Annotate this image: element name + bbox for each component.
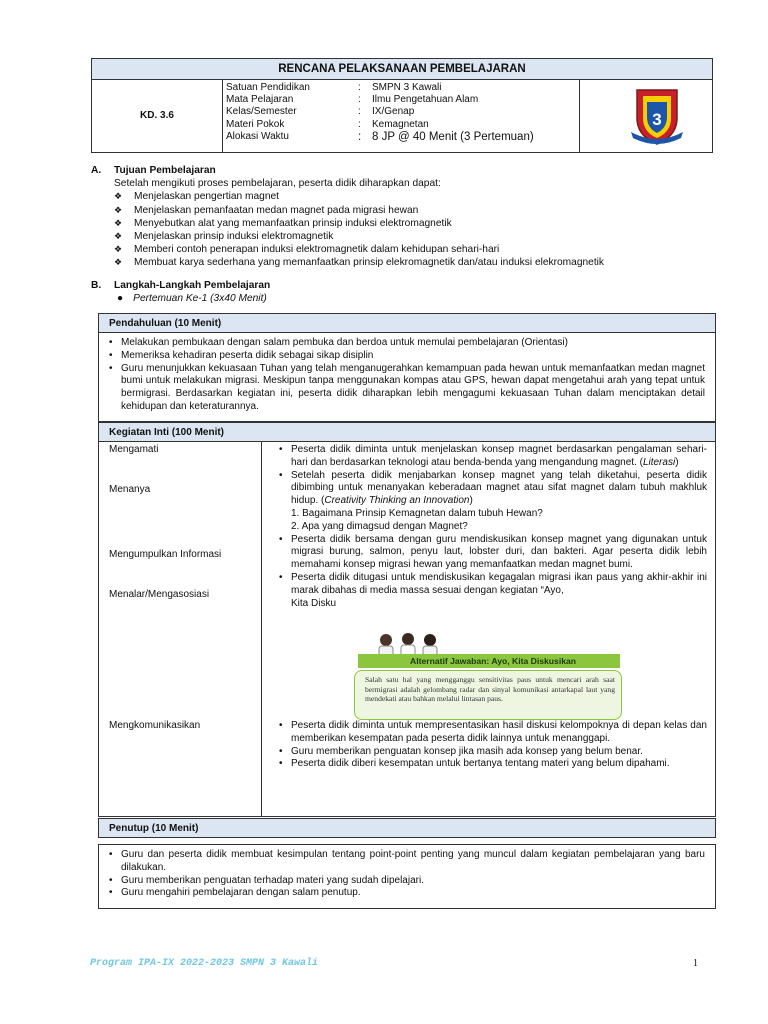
mengkomunikasikan-item: • Guru memberikan penguatan konsep jika masih ada konsep yang belum benar.: [279, 746, 707, 759]
menanya-item: • Setelah peserta didik menjabarkan konsep magnet yang telah diketahui, peserta didik dibimbing untuk menanyakan keberadaan magnet atau sifat magnet dalam tubuh makhluk hidup. (Creativity Thinking an Innovation) 1. Bagaimana Prinsip Kemagnetan dalam tubuh Hewan? 2. Apa yang dimagsud dengan Magnet?: [279, 470, 707, 534]
info-value: Ilmu Pengetahuan Alam: [372, 94, 479, 106]
stage-label: Menalar/Mengasosiasi: [109, 589, 210, 600]
stage-label: Mengamati: [109, 444, 159, 455]
list-item: • Memeriksa kehadiran peserta didik sebagai sikap disiplin: [109, 350, 705, 363]
school-logo-icon: [627, 84, 687, 148]
list-item: ❖ Membuat karya sederhana yang memanfaatkan prinsip elekromagnetik dan/atau induksi elekromagnetik: [114, 256, 711, 269]
info-value: SMPN 3 Kawali: [372, 82, 442, 93]
info-key: Materi Pokok: [226, 118, 285, 130]
objectives-list: [114, 190, 711, 269]
meeting-label: Pertemuan Ke-1 (3x40 Menit): [133, 293, 267, 305]
header-info-row: [91, 79, 713, 153]
image-banner: Alternatif Jawaban: Ayo, Kita Diskusikan: [358, 654, 620, 668]
svg-text:3: 3: [652, 110, 662, 129]
list-item: ❖ Menyebutkan alat yang memanfaatkan prinsip induksi elektromagnetik: [114, 217, 711, 230]
question-2: 2. Apa yang dimagsud dengan Magnet?: [291, 520, 468, 532]
mengumpulkan-item: • Peserta didik bersama dengan guru mendiskusikan konsep magnet yang digunakan untuk migrasi burung, salmon, penyu laut, lobster duri, dan bakteri. Agar peserta didik lebih memahami konsep migrasi hewan yang memanfaatkan medan magnet bumi.: [279, 534, 707, 572]
alternatif-jawaban-image: [346, 630, 622, 752]
stage-label: Menanya: [109, 484, 151, 495]
list-item: ❖ Menjelaskan prinsip induksi elektromagnetik: [114, 230, 711, 243]
info-value: 8 JP @ 40 Menit (3 Pertemuan): [372, 130, 534, 143]
penutup-body: [98, 844, 716, 909]
document-title: RENCANA PELAKSANAAN PEMBELAJARAN: [91, 58, 713, 80]
kegiatan-inti-header: Kegiatan Inti (100 Menit): [98, 422, 716, 442]
section-a: A. Tujuan Pembelajaran Setelah mengikuti proses pembelajaran, peserta didik diharapkan dapat: ❖ Menjelaskan pengertian magnet ❖ Menjelaskan pemanfaatan medan magnet pada migrasi hewan ❖ Menyebutkan alat yang memanfaatkan prinsip induksi elektromagnetik ❖ Menjelaskan prinsip induksi elektromagnetik ❖ Memberi contoh penerapan induksi elektromagnetik dalam kehidupan sehari-hari ❖ Membuat karya sederhana yang memanfaatkan prinsip elekromagnetik dan/atau induksi elekromagnetik: [91, 164, 711, 270]
list-item: ❖ Menjelaskan pemanfaatan medan magnet pada migrasi hewan: [114, 204, 711, 217]
info-key: Satuan Pendidikan: [226, 82, 310, 93]
info-value: Kemagnetan: [372, 118, 429, 130]
mengkomunikasikan-item: • Peserta didik diberi kesempatan untuk bertanya tentang materi yang belum dipahami.: [279, 758, 707, 771]
mengamati-item: • Peserta didik diminta untuk menjelaskan konsep magnet berdasarkan pengalaman sehari-hari dan berdasarkan teknologi atau benda-benda yang mengandung magnet. (Literasi): [279, 444, 707, 470]
list-item: • Melakukan pembukaan dengan salam pembuka dan berdoa untuk memulai pembelajaran (Orientasi): [109, 337, 705, 350]
pendahuluan-body: [98, 333, 716, 422]
menalar-item: • Peserta didik ditugasi untuk mendiskusikan kegagalan migrasi ikan paus yang akhir-akhir ini marak dibahas di media massa sesuai dengan kegiatan “Ayo, Kita Disku: [279, 572, 707, 610]
mengkomunikasikan-item: • Peserta didik diminta untuk mempresentasikan hasil diskusi kelompoknya di depan kelas dan memberikan kesempatan pada peserta didik lainnya untuk menanggapi.: [279, 720, 707, 746]
section-b-title: Langkah-Langkah Pembelajaran: [114, 280, 271, 291]
info-value: IX/Genap: [372, 106, 415, 118]
header-info: Satuan Pendidikan : SMPN 3 Kawali Mata Pelajaran : Ilmu Pengetahuan Alam Kelas/Semester : IX/Genap Materi Pokok : Kemagnetan Alokasi Waktu : 8 JP @ 40 Menit (3 Pertemuan): [226, 82, 534, 143]
list-item: • Guru mengahiri pembelajaran dengan salam penutup.: [109, 887, 705, 900]
list-item: • Guru memberikan penguatan terhadap materi yang sudah dipelajari.: [109, 875, 705, 888]
section-a-intro: Setelah mengikuti proses pembelajaran, peserta didik diharapkan dapat:: [114, 178, 441, 190]
kd-label: KD. 3.6: [140, 110, 174, 121]
info-key: Alokasi Waktu: [226, 130, 289, 142]
penutup-header: Penutup (10 Menit): [98, 818, 716, 838]
stage-label: Mengumpulkan Informasi: [109, 549, 222, 560]
question-1: 1. Bagaimana Prinsip Kemagnetan dalam tubuh Hewan?: [291, 507, 543, 519]
pendahuluan-header: Pendahuluan (10 Menit): [98, 313, 716, 333]
section-a-title: Tujuan Pembelajaran: [114, 165, 216, 176]
list-item: • Guru menunjukkan kekuasaan Tuhan yang telah menganugerahkan kemampuan pada hewan untuk memanfaatkan medan magnet bumi untuk melakukan migrasi. Meskipun tanpa menggunakan kompas atau GPS, hewan dapat mengetahui arah yang tepat untuk bermigrasi. Berdasarkan kegiatan ini, peserta didik diharapkan lebih mengagumi kekuasaan Tuhan dalam menciptakan detail kehidupan dan keteraturannya.: [109, 363, 705, 414]
list-item: ❖ Menjelaskan pengertian magnet: [114, 190, 711, 203]
stage-label: Mengkomunikasikan: [109, 720, 201, 731]
page-number: 1: [693, 958, 698, 969]
info-key: Kelas/Semester: [226, 106, 297, 118]
info-key: Mata Pelajaran: [226, 94, 294, 106]
list-item: • Guru dan peserta didik membuat kesimpulan tentang point-point penting yang muncul dalam kegiatan pembelajaran yang baru dilakukan.: [109, 849, 705, 875]
list-item: ❖ Memberi contoh penerapan induksi elektromagnetik dalam kehidupan sehari-hari: [114, 243, 711, 256]
section-b: B. Langkah-Langkah Pembelajaran ● Pertemuan Ke-1 (3x40 Menit): [91, 280, 271, 305]
footer-text: Program IPA-IX 2022-2023 SMPN 3 Kawali: [90, 958, 319, 969]
image-answer-text: Salah satu hal yang mengganggu sensitivitas paus untuk mencari arah saat bermigrasi adalah gelombang radar dan sinyal komunikasi antarkapal laut yang mendekati atau bahkan melalui lintasan paus.: [354, 670, 622, 720]
